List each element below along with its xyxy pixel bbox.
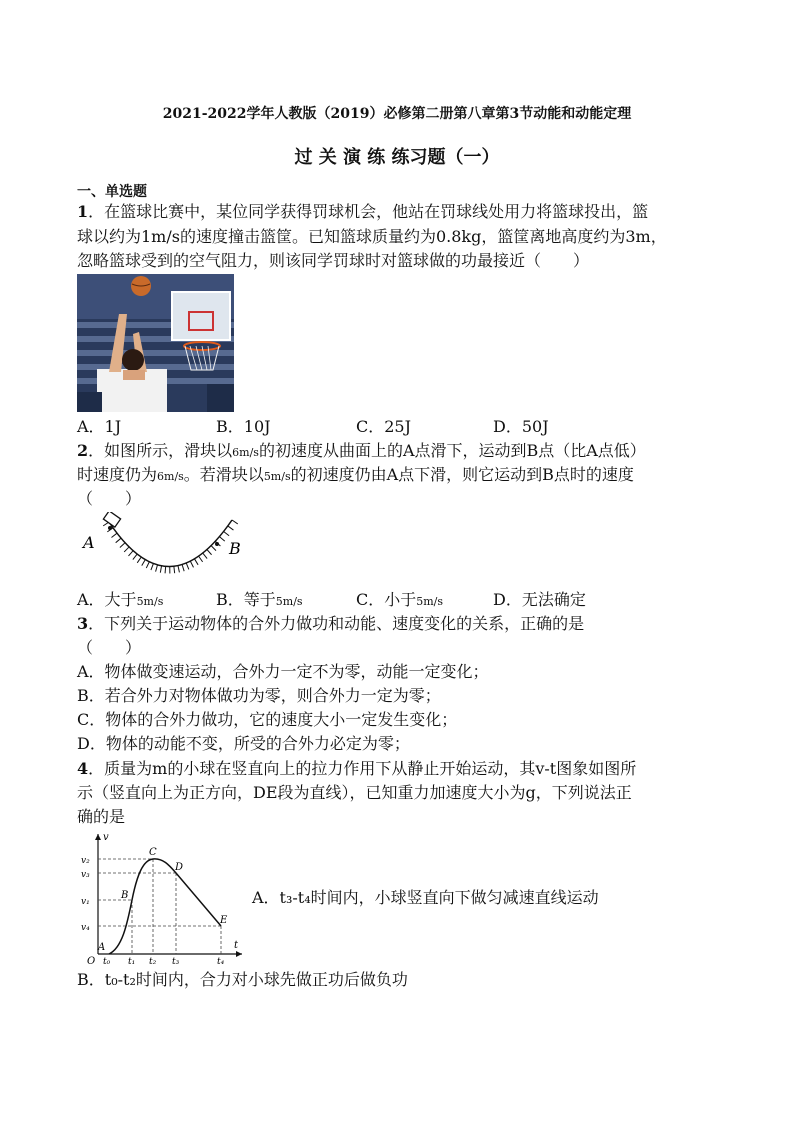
- q3-number: 3: [77, 614, 89, 633]
- point-d-label: D: [175, 862, 184, 873]
- track-hatch: [203, 553, 207, 558]
- track-hatch: [116, 538, 121, 543]
- track-hatch: [165, 566, 166, 573]
- q1-line-1: [77, 201, 648, 223]
- track-hatch: [190, 561, 193, 567]
- q2-speed-2: 6m/s: [157, 470, 184, 483]
- track-hatch: [124, 547, 129, 552]
- x-tick-t4: t₄: [217, 957, 225, 966]
- q2-text-1a: ．如图所示，滑块以: [88, 441, 233, 460]
- q1-text-1: ．在篮球比赛中，某位同学获得罚球机会，他站在罚球线处用力将篮球投出，篮: [88, 202, 649, 221]
- q1-line-3: 忽略篮球受到的空气阻力，则该同学罚球时对篮球做的功最接近（ ）: [77, 251, 590, 270]
- y-tick-v1: v₁: [81, 897, 90, 907]
- q4-text-1: ．质量为m的小球在竖直向上的拉力作用下从静止开始运动，其v-t图象如图所: [88, 759, 637, 778]
- track-hatch: [120, 543, 125, 548]
- vt-graph-figure: [77, 830, 247, 966]
- q1-option-a: A．1J: [77, 417, 122, 436]
- y-tick-v2: v₂: [81, 856, 90, 866]
- v-axis-arrow: [95, 834, 101, 840]
- q1-option-d: D．50J: [493, 417, 549, 436]
- track-hatch: [207, 550, 212, 555]
- q3-line-1: [77, 613, 584, 635]
- track-hatch: [182, 564, 184, 571]
- track-hatch: [186, 563, 189, 569]
- q1-option-b: B．10J: [216, 417, 271, 436]
- t-axis-arrow: [236, 951, 242, 957]
- q2-text-1b: 的初速度从曲面上的A点滑下，运动到B点（比A点低）: [258, 441, 646, 460]
- track-hatch: [137, 557, 141, 563]
- q1-number: 1: [77, 202, 89, 221]
- q4-line-1: [77, 758, 636, 780]
- q3-option-d: D．物体的动能不变，所受的合外力必定为零；: [77, 734, 410, 753]
- track-hatch: [211, 546, 216, 551]
- track-hatch: [219, 537, 224, 542]
- q2-line-3: （ ）: [77, 489, 142, 508]
- track-hatch: [111, 533, 117, 537]
- q4-line-2: 示（竖直向上为正方向，DE段为直线），已知重力加速度大小为g，下列说法正: [77, 783, 632, 802]
- track-hatch: [133, 554, 137, 560]
- x-tick-t0: t₀: [103, 957, 111, 966]
- label-a: A: [83, 533, 95, 552]
- track-hatch: [178, 566, 179, 573]
- q2-line-1: [77, 440, 646, 464]
- q3-text-1: ．下列关于运动物体的合外力做功和动能、速度变化的关系，正确的是: [88, 614, 585, 633]
- track-curve: [109, 520, 232, 567]
- label-b: B: [229, 539, 241, 558]
- track-hatch: [151, 564, 153, 571]
- q2-speed-1: 6m/s: [232, 446, 259, 459]
- slider-block: [103, 512, 120, 527]
- point-c-label: C: [149, 847, 157, 858]
- q4-option-a: A．t₃-t₄时间内，小球竖直向下做匀减速直线运动: [252, 888, 599, 907]
- track-hatch: [232, 520, 238, 524]
- q3-option-c: C．物体的合外力做功，它的速度大小一定发生变化；: [77, 710, 458, 729]
- track-hatch: [156, 565, 158, 572]
- track-hatch: [146, 562, 149, 568]
- x-tick-t2: t₂: [149, 957, 157, 966]
- section-heading: 一、单选题: [77, 184, 147, 200]
- q1-option-c: C．25J: [356, 417, 412, 436]
- y-tick-v3: v₃: [81, 870, 90, 880]
- q1-line-2: 球以约为1m/s的速度撞击篮筐。已知篮球质量约为0.8kg，篮筐离地高度约为3m，: [77, 227, 667, 246]
- track-hatch: [174, 566, 175, 573]
- q2-text-2a: 时速度仍为: [77, 465, 158, 484]
- track-hatch: [224, 531, 230, 535]
- origin-label: O: [87, 956, 96, 966]
- q2-option-c: C．小于5m/s: [356, 590, 444, 609]
- q4-line-3: 确的是: [77, 807, 126, 826]
- q4-option-b: B．t₀-t₂时间内，合力对小球先做正功后做负功: [77, 970, 408, 989]
- track-hatch: [142, 560, 146, 566]
- worksheet-title: 2021-2022学年人教版（2019）必修第二册第八章第3节动能和动能定理: [162, 106, 632, 122]
- x-tick-t3: t₃: [172, 957, 180, 966]
- q2-option-a: A．大于5m/s: [77, 590, 164, 609]
- t-axis-label: t: [234, 940, 239, 951]
- point-e-label: E: [220, 915, 228, 926]
- basketball-photo: [77, 274, 234, 412]
- point-b-dot: [215, 542, 219, 546]
- x-tick-t1: t₁: [128, 957, 136, 966]
- curved-track-figure: [77, 512, 252, 584]
- q3-line-2: （ ）: [77, 638, 142, 657]
- q3-option-b: B．若合外力对物体做功为零，则合外力一定为零；: [77, 686, 441, 705]
- track-hatch: [160, 566, 161, 573]
- q2-speed-3: 5m/s: [263, 470, 291, 483]
- worksheet-subtitle: 过 关 演 练 练习题（一）: [294, 147, 500, 168]
- q2-text-2b: 。若滑块以: [183, 465, 264, 484]
- track-hatch: [228, 526, 234, 530]
- point-a-label: A: [98, 942, 106, 953]
- q2-line-2: [77, 464, 634, 488]
- track-hatch: [128, 551, 133, 556]
- y-tick-v4: v₄: [81, 923, 90, 933]
- point-a-dot: [108, 526, 112, 530]
- track-hatch: [199, 556, 203, 562]
- q2-option-b: B．等于5m/s: [216, 590, 303, 609]
- q2-option-d: D．无法确定: [493, 590, 586, 609]
- q3-option-a: A．物体做变速运动，合外力一定不为零，动能一定变化；: [77, 662, 489, 681]
- q2-number: 2: [77, 441, 89, 460]
- track-hatch: [194, 559, 198, 565]
- point-b-label: B: [121, 890, 129, 901]
- v-axis-label: v: [103, 832, 109, 843]
- q2-text-2c: 的初速度仍由A点下滑，则它运动到B点时的速度: [290, 465, 634, 484]
- q4-number: 4: [77, 759, 89, 778]
